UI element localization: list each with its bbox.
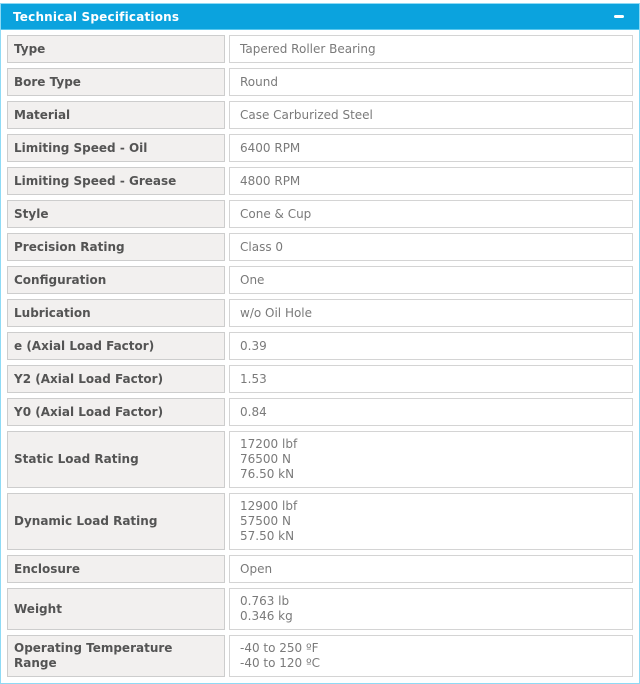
spec-value [229,365,633,393]
spec-value [229,134,633,162]
spec-row [7,493,633,550]
spec-value-line: 0.763 lb [240,594,290,608]
spec-value-line: 0.39 [240,338,267,353]
spec-value-line: 4800 RPM [240,173,301,188]
spec-value-line: Tapered Roller Bearing [240,41,376,56]
spec-row [7,101,633,129]
spec-row [7,134,633,162]
panel-header[interactable] [1,4,639,30]
spec-label: e (Axial Load Factor) [7,332,225,360]
spec-value [229,431,633,488]
spec-row [7,365,633,393]
spec-value [229,101,633,129]
spec-label: Precision Rating [7,233,225,261]
spec-label: Material [7,101,225,129]
spec-value-line: Open [240,561,273,576]
spec-label: Configuration [7,266,225,294]
spec-label: Operating Temperature Range [7,635,225,677]
spec-table [1,30,639,683]
spec-row [7,635,633,677]
spec-label: Style [7,200,225,228]
spec-value-line: -40 to 120 ºC [240,656,321,670]
collapse-button[interactable] [611,9,627,25]
spec-value-line: 76.50 kN [240,467,295,481]
minus-icon [614,15,624,18]
spec-label: Dynamic Load Rating [7,493,225,550]
spec-value [229,398,633,426]
panel-title: Technical Specifications [13,9,180,24]
spec-row [7,555,633,583]
technical-specifications-panel [0,3,640,684]
spec-label: Limiting Speed - Oil [7,134,225,162]
spec-value [229,635,633,677]
spec-value-line: Round [240,74,278,89]
spec-value [229,35,633,63]
spec-value [229,266,633,294]
spec-label: Y0 (Axial Load Factor) [7,398,225,426]
spec-row [7,299,633,327]
spec-value-line: w/o Oil Hole [240,305,313,320]
spec-value-line: 1.53 [240,371,267,386]
spec-row [7,332,633,360]
spec-value-line: Class 0 [240,239,284,254]
spec-value-line: 57500 N [240,514,291,528]
spec-label: Y2 (Axial Load Factor) [7,365,225,393]
spec-value [229,493,633,550]
spec-value [229,200,633,228]
spec-label: Limiting Speed - Grease [7,167,225,195]
spec-value-line: 0.84 [240,404,267,419]
spec-value [229,332,633,360]
spec-label: Weight [7,588,225,630]
spec-value [229,68,633,96]
spec-value-line: One [240,272,265,287]
spec-row [7,35,633,63]
spec-row [7,68,633,96]
spec-label: Enclosure [7,555,225,583]
spec-value-line: Case Carburized Steel [240,107,373,122]
spec-value-line: 76500 N [240,452,291,466]
spec-value [229,555,633,583]
spec-value [229,167,633,195]
spec-value-line: 17200 lbf [240,437,298,451]
spec-label: Bore Type [7,68,225,96]
spec-value-line: 0.346 kg [240,609,293,623]
spec-value-line: -40 to 250 ºF [240,641,319,655]
spec-label: Static Load Rating [7,431,225,488]
spec-value-line: 12900 lbf [240,499,298,513]
spec-value [229,233,633,261]
spec-row [7,233,633,261]
spec-value-line: Cone & Cup [240,206,312,221]
spec-row [7,266,633,294]
spec-value [229,588,633,630]
spec-row [7,431,633,488]
spec-label: Lubrication [7,299,225,327]
spec-value [229,299,633,327]
spec-row [7,588,633,630]
spec-label: Type [7,35,225,63]
spec-value-line: 57.50 kN [240,529,295,543]
spec-value-line: 6400 RPM [240,140,301,155]
spec-row [7,167,633,195]
spec-row [7,200,633,228]
spec-row [7,398,633,426]
